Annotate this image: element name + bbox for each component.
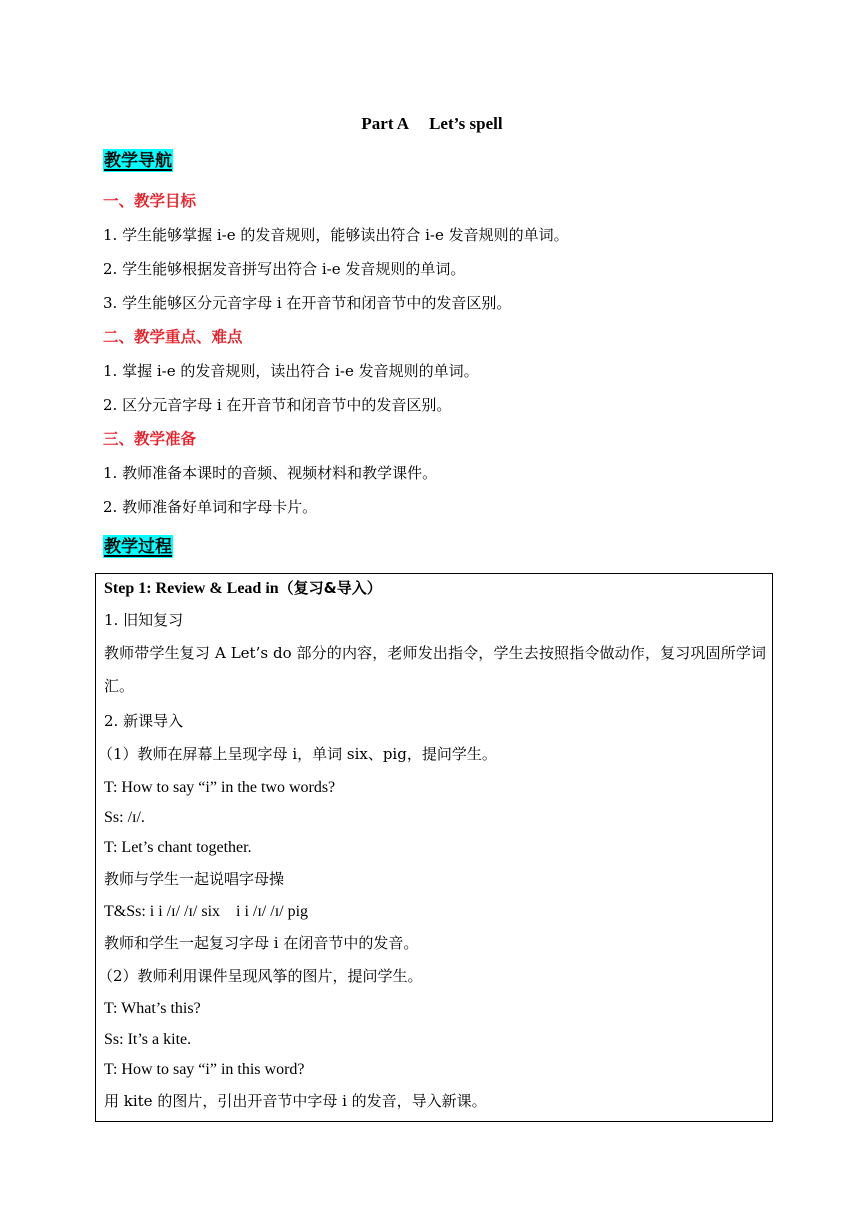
step1-line-6: T&Ss: i i /ɪ/ /ɪ/ six i i /ɪ/ /ɪ/ pig: [104, 903, 309, 920]
step1-line-5: 教师与学生一起说唱字母操: [104, 870, 285, 888]
step1-para1: 教师带学生复习 A Let’s do 部分的内容，老师发出指令，学生去按照指令做动作，复习巩固所学词汇。: [104, 644, 766, 695]
step1-line-10: Ss: It’s a kite.: [104, 1031, 192, 1048]
step1-line-7: 教师和学生一起复习字母 i 在闭音节中的发音。: [104, 934, 419, 952]
key-point-item-1: 1. 掌握 i-e 的发音规则，读出符合 i-e 发音规则的单词。: [103, 362, 479, 380]
nav-heading: 教学导航: [104, 151, 172, 171]
preparation-item-1: 1. 教师准备本课时的音频、视频材料和教学课件。: [103, 464, 438, 482]
step1-line-11: T: How to say “i” in this word?: [104, 1061, 305, 1078]
objective-item-3: 3. 学生能够区分元音字母 i 在开音节和闭音节中的发音区别。: [103, 294, 512, 312]
preparation-heading: 三、教学准备: [103, 430, 197, 448]
objective-item-1: 1. 学生能够掌握 i-e 的发音规则，能够读出符合 i-e 发音规则的单词。: [103, 226, 569, 244]
step1-box: [95, 573, 773, 1122]
key-point-item-2: 2. 区分元音字母 i 在开音节和闭音节中的发音区别。: [103, 396, 452, 414]
step1-line-3: Ss: /ɪ/.: [104, 809, 145, 826]
process-heading: 教学过程: [104, 537, 172, 557]
preparation-item-2: 2. 教师准备好单词和字母卡片。: [103, 498, 318, 516]
objectives-heading: 一、教学目标: [103, 192, 197, 210]
step1-line-1: （1）教师在屏幕上呈现字母 i，单词 six、pig，提问学生。: [98, 745, 497, 763]
step1-title-cn: （复习&导入）: [278, 579, 382, 597]
step1-title: [104, 577, 382, 600]
title-name: Let’s spell: [429, 114, 503, 133]
step1-sub2: 2. 新课导入: [104, 712, 184, 730]
step1-title-en: Step 1: Review & Lead in: [104, 580, 279, 597]
page-title: [0, 114, 860, 134]
step1-line-8: （2）教师利用课件呈现风筝的图片，提问学生。: [98, 967, 423, 985]
step1-line-12: 用 kite 的图片，引出开音节中字母 i 的发音，导入新课。: [104, 1092, 487, 1110]
step1-line-4: T: Let’s chant together.: [104, 839, 252, 856]
title-part: Part A: [361, 114, 410, 133]
objective-item-2: 2. 学生能够根据发音拼写出符合 i-e 发音规则的单词。: [103, 260, 466, 278]
step1-sub1: 1. 旧知复习: [104, 611, 184, 629]
step1-line-9: T: What’s this?: [104, 1000, 201, 1017]
key-points-heading: 二、教学重点、难点: [103, 328, 243, 346]
step1-line-2: T: How to say “i” in the two words?: [104, 779, 336, 796]
